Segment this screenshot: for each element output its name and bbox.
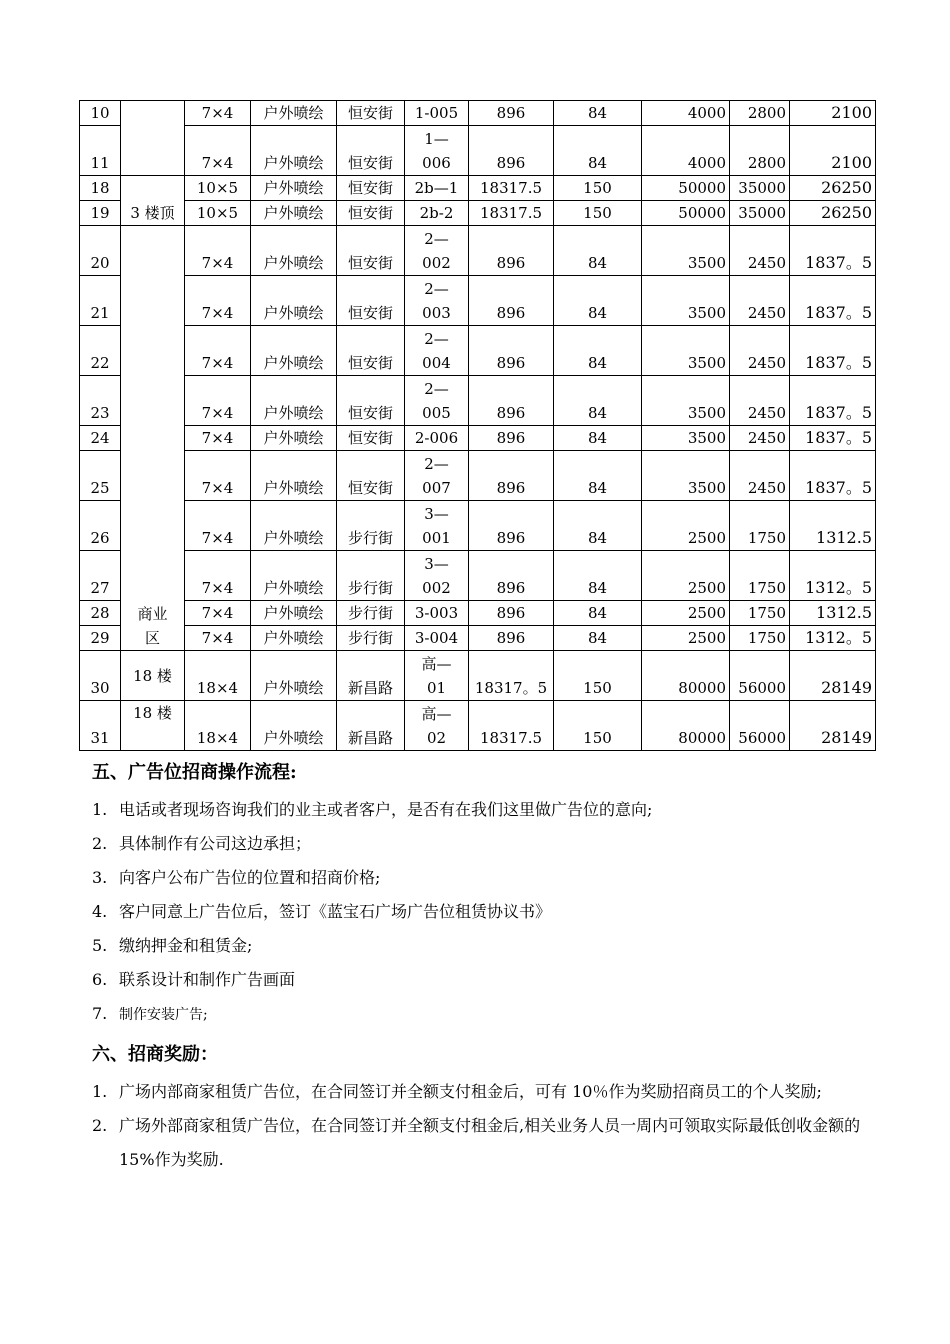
code-part: 2— (424, 330, 449, 348)
table-row (80, 501, 876, 551)
price-cell: 1837。5 (790, 426, 876, 451)
street-cell: 恒安街 (337, 101, 405, 126)
area-cell: 896 (469, 501, 554, 551)
price-cell: 35000 (730, 176, 790, 201)
code-cell: 3-004 (405, 626, 469, 651)
type-cell: 户外喷绘 (251, 501, 337, 551)
table-row (80, 101, 876, 126)
code-part: 2— (424, 455, 449, 473)
area-cell: 896 (469, 226, 554, 276)
code-part: 高— (421, 705, 452, 723)
price-cell: 2450 (730, 276, 790, 326)
row-number: 21 (80, 276, 121, 326)
price-cell: 3500 (642, 376, 730, 426)
table-row (80, 651, 876, 701)
type-cell: 户外喷绘 (251, 626, 337, 651)
price-cell: 2800 (730, 101, 790, 126)
row-number: 10 (80, 101, 121, 126)
code-part: 01 (426, 679, 447, 697)
code-cell: 3-003 (405, 601, 469, 626)
size-cell: 7×4 (185, 326, 251, 376)
street-cell: 恒安街 (337, 376, 405, 426)
code-cell: 2-006 (405, 426, 469, 451)
type-cell: 户外喷绘 (251, 201, 337, 226)
code-cell: 2b—1 (405, 176, 469, 201)
dim-cell: 84 (554, 326, 642, 376)
street-cell: 步行街 (337, 626, 405, 651)
area-cell: 896 (469, 451, 554, 501)
street-cell: 恒安街 (337, 451, 405, 501)
dim-cell: 84 (554, 101, 642, 126)
location-label: 区 (144, 629, 160, 647)
area-cell: 896 (469, 601, 554, 626)
dim-cell: 84 (554, 276, 642, 326)
code-part: 高— (421, 655, 452, 673)
row-number: 11 (80, 126, 121, 176)
street-cell: 恒安街 (337, 276, 405, 326)
dim-cell: 84 (554, 426, 642, 451)
price-cell: 56000 (730, 701, 790, 751)
code-part: 006 (422, 154, 451, 172)
size-cell: 7×4 (185, 376, 251, 426)
type-cell: 户外喷绘 (251, 426, 337, 451)
price-cell: 2800 (730, 126, 790, 176)
area-cell: 896 (469, 626, 554, 651)
area-cell: 896 (469, 551, 554, 601)
street-cell: 恒安街 (337, 201, 405, 226)
street-cell: 恒安街 (337, 426, 405, 451)
table-row (80, 701, 876, 751)
price-cell: 1312。5 (790, 626, 876, 651)
price-cell: 26250 (790, 176, 876, 201)
ad-space-table (79, 100, 876, 751)
price-cell: 56000 (730, 651, 790, 701)
list-item: 1. 电话或者现场咨询我们的业主或者客户，是否有在我们这里做广告位的意向; (92, 800, 653, 819)
row-number: 19 (80, 201, 121, 226)
size-cell: 7×4 (185, 626, 251, 651)
row-number: 26 (80, 501, 121, 551)
street-cell: 恒安街 (337, 226, 405, 276)
dim-cell: 84 (554, 601, 642, 626)
price-cell: 2450 (730, 326, 790, 376)
price-cell: 2500 (642, 551, 730, 601)
price-cell: 1837。5 (790, 276, 876, 326)
row-number: 20 (80, 226, 121, 276)
type-cell: 户外喷绘 (251, 326, 337, 376)
street-cell: 步行街 (337, 551, 405, 601)
code-part: 004 (422, 354, 451, 372)
dim-cell: 84 (554, 451, 642, 501)
area-cell: 896 (469, 326, 554, 376)
list-item: 2. 具体制作有公司这边承担； (92, 834, 312, 853)
street-cell: 步行街 (337, 601, 405, 626)
code-cell (405, 126, 469, 176)
code-part: 007 (422, 479, 451, 497)
section-5-list (92, 793, 872, 1032)
row-number: 25 (80, 451, 121, 501)
price-cell: 1750 (730, 501, 790, 551)
row-number: 24 (80, 426, 121, 451)
type-cell: 户外喷绘 (251, 651, 337, 701)
street-cell: 新昌路 (337, 651, 405, 701)
location-cell: 3 楼顶 (121, 176, 185, 226)
size-cell: 7×4 (185, 226, 251, 276)
table-row (80, 451, 876, 501)
price-cell: 3500 (642, 326, 730, 376)
code-cell (405, 651, 469, 701)
price-cell: 1837。5 (790, 451, 876, 501)
list-item: 5. 缴纳押金和租赁金; (92, 936, 253, 955)
type-cell: 户外喷绘 (251, 701, 337, 751)
area-cell: 896 (469, 276, 554, 326)
code-cell (405, 551, 469, 601)
size-cell: 7×4 (185, 601, 251, 626)
code-part: 3— (424, 505, 449, 523)
price-cell: 2100 (790, 126, 876, 176)
price-cell: 1837。5 (790, 326, 876, 376)
price-cell: 3500 (642, 451, 730, 501)
street-cell: 恒安街 (337, 326, 405, 376)
table-row (80, 376, 876, 426)
list-item: 3. 向客户公布广告位的位置和招商价格; (92, 868, 381, 887)
location-label: 商业 (137, 605, 168, 623)
price-cell: 2450 (730, 451, 790, 501)
size-cell: 7×4 (185, 426, 251, 451)
price-cell: 2450 (730, 226, 790, 276)
size-cell: 10×5 (185, 176, 251, 201)
section-6-list (92, 1075, 872, 1177)
price-cell: 50000 (642, 176, 730, 201)
table-row (80, 326, 876, 376)
size-cell: 10×5 (185, 201, 251, 226)
type-cell: 户外喷绘 (251, 101, 337, 126)
table-row (80, 626, 876, 651)
row-number: 23 (80, 376, 121, 426)
dim-cell: 84 (554, 376, 642, 426)
price-cell: 1312。5 (790, 551, 876, 601)
row-number: 29 (80, 626, 121, 651)
location-cell (121, 101, 185, 176)
row-number: 30 (80, 651, 121, 701)
code-part: 02 (426, 729, 447, 747)
list-item: 2. 广场外部商家租赁广告位，在合同签订并全额支付租金后,相关业务人员一周内可领取实际最低创收金额的 15%作为奖励. (92, 1116, 861, 1169)
price-cell: 1837。5 (790, 226, 876, 276)
size-cell: 18×4 (185, 651, 251, 701)
price-cell: 2450 (730, 376, 790, 426)
dim-cell: 84 (554, 126, 642, 176)
price-cell: 4000 (642, 101, 730, 126)
dim-cell: 150 (554, 176, 642, 201)
price-cell: 4000 (642, 126, 730, 176)
list-item: 1. 广场内部商家租赁广告位，在合同签订并全额支付租金后，可有 10％作为奖励招商员工的个人奖励; (92, 1082, 822, 1101)
code-part: 001 (422, 529, 451, 547)
area-cell: 18317。5 (469, 651, 554, 701)
street-cell: 新昌路 (337, 701, 405, 751)
dim-cell: 150 (554, 651, 642, 701)
dim-cell: 84 (554, 501, 642, 551)
size-cell: 7×4 (185, 101, 251, 126)
price-cell: 26250 (790, 201, 876, 226)
price-cell: 2500 (642, 601, 730, 626)
row-number: 27 (80, 551, 121, 601)
type-cell: 户外喷绘 (251, 376, 337, 426)
area-cell: 896 (469, 101, 554, 126)
code-cell (405, 501, 469, 551)
table-row (80, 201, 876, 226)
size-cell: 7×4 (185, 501, 251, 551)
type-cell: 户外喷绘 (251, 276, 337, 326)
size-cell: 7×4 (185, 276, 251, 326)
row-number: 28 (80, 601, 121, 626)
row-number: 31 (80, 701, 121, 751)
price-cell: 2500 (642, 501, 730, 551)
code-cell (405, 451, 469, 501)
table-row (80, 426, 876, 451)
area-cell: 18317.5 (469, 201, 554, 226)
dim-cell: 84 (554, 551, 642, 601)
code-cell (405, 326, 469, 376)
code-part: 2— (424, 230, 449, 248)
price-cell: 1750 (730, 601, 790, 626)
price-cell: 1750 (730, 626, 790, 651)
type-cell: 户外喷绘 (251, 451, 337, 501)
street-cell: 步行街 (337, 501, 405, 551)
price-cell: 3500 (642, 276, 730, 326)
code-cell (405, 276, 469, 326)
code-cell: 1-005 (405, 101, 469, 126)
list-item: 6. 联系设计和制作广告画面 (92, 970, 296, 989)
type-cell: 户外喷绘 (251, 126, 337, 176)
code-part: 2— (424, 380, 449, 398)
price-cell: 3500 (642, 226, 730, 276)
price-cell: 2500 (642, 626, 730, 651)
row-number: 22 (80, 326, 121, 376)
section-6-title: 六、招商奖励： (92, 1044, 218, 1065)
code-part: 003 (422, 304, 451, 322)
area-cell: 18317.5 (469, 176, 554, 201)
dim-cell: 150 (554, 701, 642, 751)
code-cell: 2b-2 (405, 201, 469, 226)
list-item: 4. 客户同意上广告位后，签订《蓝宝石广场广告位租赁协议书》 (92, 902, 552, 921)
area-cell: 896 (469, 426, 554, 451)
price-cell: 1750 (730, 551, 790, 601)
code-part: 005 (422, 404, 451, 422)
price-cell: 1312.5 (790, 601, 876, 626)
price-cell: 2100 (790, 101, 876, 126)
table-row (80, 126, 876, 176)
code-part: 1— (424, 130, 449, 148)
code-cell (405, 226, 469, 276)
code-cell (405, 701, 469, 751)
code-part: 002 (422, 254, 451, 272)
code-part: 2— (424, 280, 449, 298)
type-cell: 户外喷绘 (251, 226, 337, 276)
dim-cell: 84 (554, 226, 642, 276)
price-cell: 3500 (642, 426, 730, 451)
size-cell: 7×4 (185, 551, 251, 601)
code-part: 3— (424, 555, 449, 573)
type-cell: 户外喷绘 (251, 176, 337, 201)
street-cell: 恒安街 (337, 176, 405, 201)
location-cell: 18 楼 (121, 701, 185, 751)
area-cell: 896 (469, 126, 554, 176)
price-cell: 35000 (730, 201, 790, 226)
code-part: 002 (422, 579, 451, 597)
size-cell: 18×4 (185, 701, 251, 751)
type-cell: 户外喷绘 (251, 601, 337, 626)
row-number: 18 (80, 176, 121, 201)
dim-cell: 84 (554, 626, 642, 651)
price-cell: 28149 (790, 701, 876, 751)
table-row (80, 176, 876, 201)
location-cell: 18 楼 (121, 651, 185, 701)
price-cell: 28149 (790, 651, 876, 701)
table-row (80, 226, 876, 276)
section-5-title: 五、广告位招商操作流程: (92, 762, 297, 783)
area-cell: 896 (469, 376, 554, 426)
size-cell: 7×4 (185, 451, 251, 501)
dim-cell: 150 (554, 201, 642, 226)
price-cell: 80000 (642, 701, 730, 751)
type-cell: 户外喷绘 (251, 551, 337, 601)
price-cell: 1837。5 (790, 376, 876, 426)
price-cell: 1312.5 (790, 501, 876, 551)
area-cell: 18317.5 (469, 701, 554, 751)
size-cell: 7×4 (185, 126, 251, 176)
list-item: 7. 制作安装广告; (92, 1004, 208, 1023)
table-row (80, 551, 876, 601)
price-cell: 2450 (730, 426, 790, 451)
table-row (80, 601, 876, 626)
table-row (80, 276, 876, 326)
code-cell (405, 376, 469, 426)
street-cell: 恒安街 (337, 126, 405, 176)
location-cell (121, 226, 185, 651)
price-cell: 50000 (642, 201, 730, 226)
price-cell: 80000 (642, 651, 730, 701)
